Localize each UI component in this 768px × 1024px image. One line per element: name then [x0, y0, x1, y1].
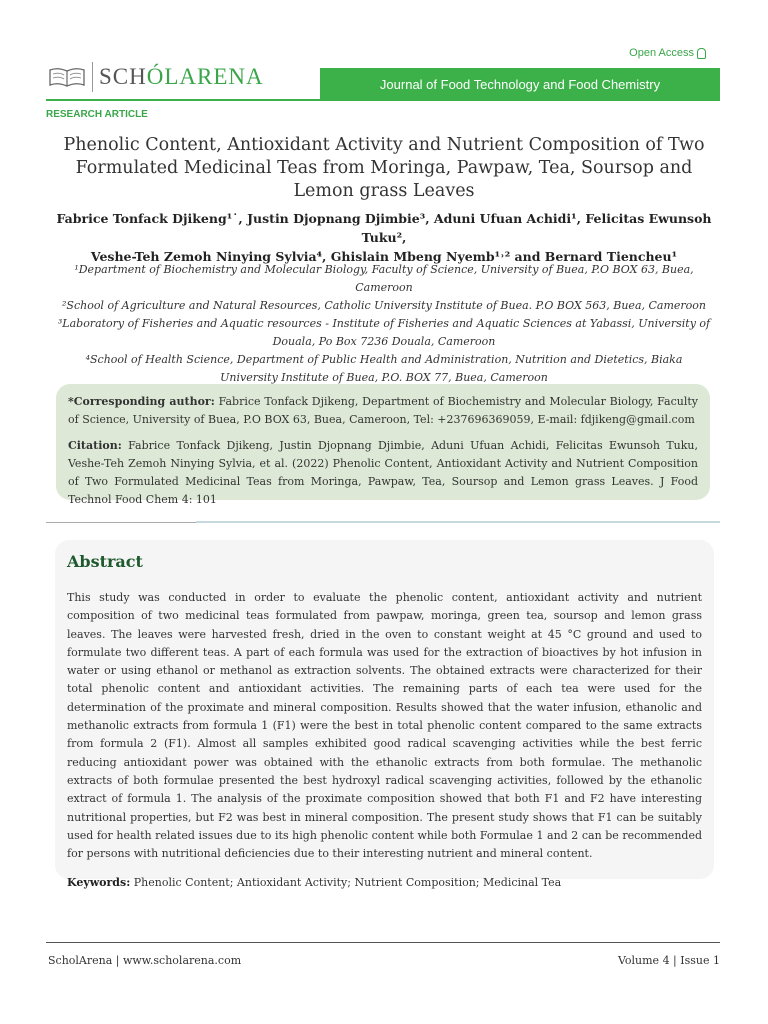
open-access-label: Open Access — [629, 47, 694, 59]
corresponding-author-text[interactable]: Fabrice Tonfack Djikeng, Department of Biochemistry and Molecular Biology, Faculty of Science, University of Buea, P.O BOX 63, Buea, Cameroon, Tel: +237696369059, E-mail: fdjikeng@gmail.com — [68, 395, 698, 426]
publisher-logo[interactable] — [48, 62, 264, 92]
journal-name: Journal of Food Technology and Food Chemistry — [379, 76, 661, 92]
citation-label: Citation: — [68, 439, 122, 452]
keywords-text: Phenolic Content; Antioxidant Activity; Nutrient Composition; Medicinal Tea — [130, 876, 562, 890]
abstract-heading: Abstract — [67, 552, 143, 571]
correspondence-citation-box — [56, 384, 710, 506]
footer-rule — [46, 942, 720, 943]
affiliation-4: ⁴School of Health Science, Department of Public Health and Administration, Nutrition and Dietetics, Biaka University Institute of Buea, P.O. BOX 77, Buea, Cameroon — [85, 353, 683, 384]
journal-name-banner — [320, 68, 720, 100]
abstract-section — [55, 540, 714, 890]
logo-divider — [92, 62, 93, 92]
logo-wordmark: SCHÓLARENA — [99, 64, 264, 89]
article-title: Phenolic Content, Antioxidant Activity and Nutrient Composition of Two Formulated Medicinal Teas from Moringa, Pawpaw, Tea, Soursop and Lemon grass Leaves — [63, 135, 705, 201]
affiliation-1: ¹Department of Biochemistry and Molecular Biology, Faculty of Science, University of Buea, P.O BOX 63, Buea, Cameroon — [74, 263, 694, 294]
section-separator-left — [46, 522, 196, 523]
author-line-2: Veshe-Teh Zemoh Ninying Sylvia⁴, Ghislain Mbeng Nyemb¹˒² and Bernard Tiencheu¹ — [90, 249, 678, 264]
author-list — [50, 209, 718, 266]
citation — [68, 437, 698, 509]
footer-publisher-link[interactable]: ScholArena | www.scholarena.com — [48, 954, 242, 967]
affiliation-3: ³Laboratory of Fisheries and Aquatic resources - Institute of Fisheries and Aquatic Sciences at Yabassi, University of Douala, Po Box 7236 Douala, Cameroon — [57, 317, 711, 348]
affiliation-2: ²School of Agriculture and Natural Resources, Catholic University Institute of Buea. P.O BOX 563, Buea, Cameroon — [62, 299, 706, 312]
keywords — [67, 876, 702, 889]
corresponding-author-label: *Corresponding author: — [68, 395, 215, 408]
open-lock-icon — [697, 48, 706, 59]
keywords-label: Keywords: — [67, 876, 131, 890]
header-rule — [46, 99, 720, 101]
section-separator-right — [196, 521, 720, 523]
footer-volume-issue: Volume 4 | Issue 1 — [617, 954, 720, 967]
article-type-label: RESEARCH ARTICLE — [46, 109, 148, 120]
affiliation-list — [56, 261, 712, 387]
citation-text: Fabrice Tonfack Djikeng, Justin Djopnang Djimbie, Aduni Ufuan Achidi, Felicitas Ewunsoh Tuku, Veshe-Teh Zemoh Ninying Sylvia, et al. (2022) Phenolic Content, Antioxidant Activity and Nutrient Composition of Two Formulated Medicinal Teas from Moringa, Pawpaw, Tea, Soursop and Lemon grass Leaves. J Food Technol Food Chem 4: 101 — [68, 439, 698, 506]
open-book-icon — [48, 66, 86, 88]
open-access-badge — [629, 47, 706, 59]
author-line-1: Fabrice Tonfack Djikeng¹˙, Justin Djopnang Djimbie³, Aduni Ufuan Achidi¹, Felicitas Ewunsoh Tuku², — [56, 211, 712, 245]
corresponding-author — [68, 393, 698, 429]
abstract-text: This study was conducted in order to evaluate the phenolic content, antioxidant activity and nutrient composition of two medicinal teas formulated from pawpaw, moringa, green tea, soursop and lemon grass leaves. The leaves were harvested fresh, dried in the oven to constant weight at 45 °C ground and used to formulate two different teas. A part of each formula was used for the extraction of bioactives by hot infusion in water or using ethanol or methanol as extraction solvents. The obtained extracts were characterized for their total phenolic content and antioxidant activities. The remaining parts of each tea were used for the determination of the proximate and mineral composition. Results showed that the water infusion, ethanolic and methanolic extracts from formula 1 (F1) were the best in total phenolic content compared to the same extracts from formula 2 (F1). Almost all samples exhibited good radical scavenging activities while the best ferric reducing antioxidant power was obtained with the ethanolic extracts from both formulae. The methanolic extracts of both formulae presented the best hydroxyl radical scavenging activities, followed by the ethanolic extract of formula 1. The analysis of the proximate composition showed that both F1 and F2 have interesting nutritional properties, but F2 was best in mineral composition. The present study shows that F1 can be suitably used for health related issues due to its high phenolic content while both Formulae 1 and 2 can be recommended for persons with nutritional deficiencies due to their interesting nutrient and mineral content. — [67, 591, 702, 861]
